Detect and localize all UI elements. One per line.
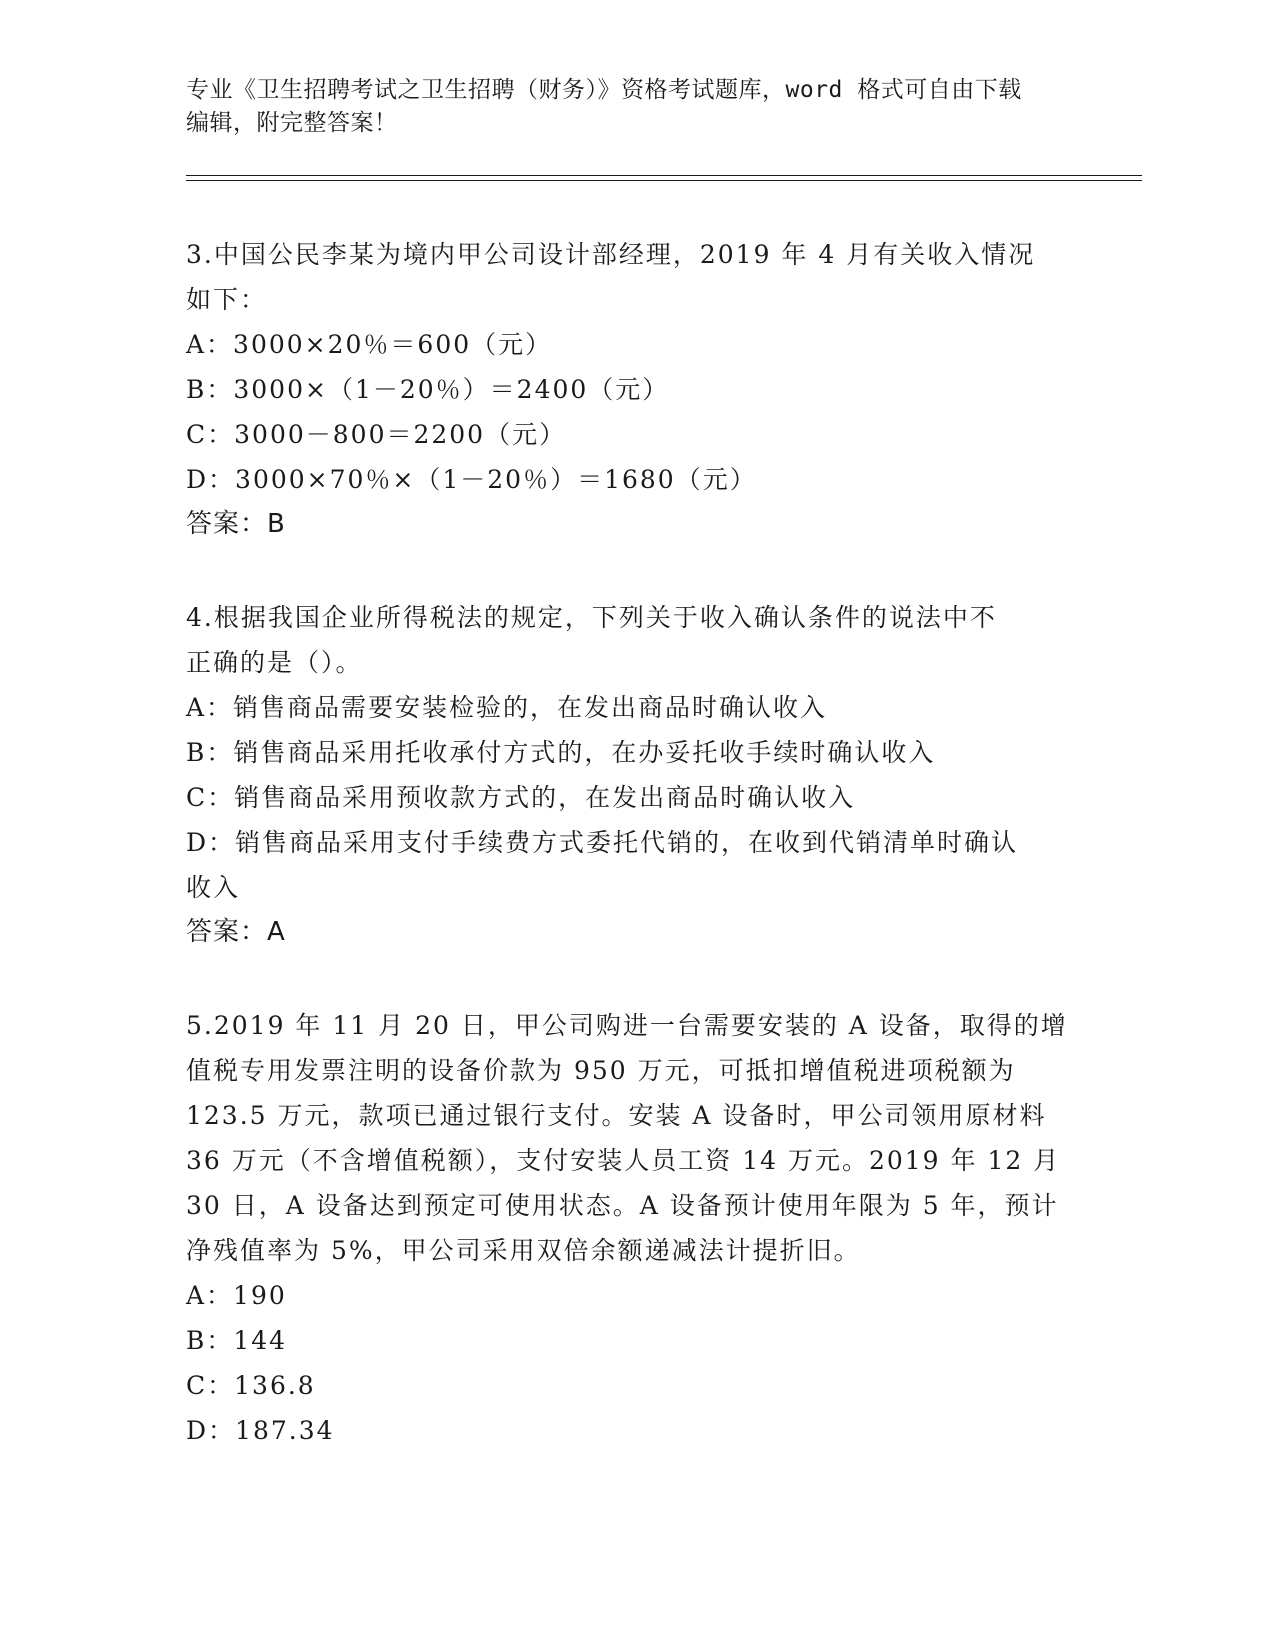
question-list — [186, 232, 1066, 1453]
question-block — [186, 232, 1066, 547]
question-stem-line: 30 日，A 设备达到预定可使用状态。A 设备预计使用年限为 5 年，预计 — [186, 1191, 1059, 1220]
question-stem-line: 4.根据我国企业所得税法的规定，下列关于收入确认条件的说法中不 — [186, 603, 997, 632]
question-stem-line: 如下： — [186, 285, 268, 314]
option-line: A：190 — [186, 1281, 287, 1310]
header-divider-top — [186, 175, 1142, 176]
option-line: C：136.8 — [186, 1371, 316, 1400]
question-stem-line: 3.中国公民李某为境内甲公司设计部经理，2019 年 4 月有关收入情况 — [186, 240, 1036, 269]
answer-line: 答案：A — [186, 917, 286, 947]
header-line-2: 编辑，附完整答案！ — [186, 110, 398, 136]
question-stem-line: 正确的是（）。 — [186, 648, 363, 677]
option-line: C：销售商品采用预收款方式的，在发出商品时确认收入 — [186, 783, 856, 812]
option-line: A：3000×20％＝600（元） — [186, 330, 553, 359]
document-header — [186, 74, 1066, 140]
option-line: 收入 — [186, 873, 241, 902]
question-stem-line: 5.2019 年 11 月 20 日，甲公司购进一台需要安装的 A 设备，取得的增 — [186, 1011, 1068, 1040]
header-divider-bottom — [186, 180, 1142, 181]
question-stem-line: 36 万元（不含增值税额），支付安装人员工资 14 万元。2019 年 12 月 — [186, 1146, 1061, 1175]
question-block — [186, 595, 1066, 955]
option-line: B：144 — [186, 1326, 288, 1355]
header-line-1: 专业《卫生招聘考试之卫生招聘（财务）》资格考试题库，word 格式可自由下载 — [186, 77, 1022, 103]
question-block — [186, 1003, 1066, 1453]
question-stem-line: 净残值率为 5%，甲公司采用双倍余额递减法计提折旧。 — [186, 1236, 861, 1265]
answer-line: 答案：B — [186, 509, 286, 539]
option-line: D：3000×70％×（1－20％）＝1680（元） — [186, 465, 757, 494]
option-line: D：187.34 — [186, 1416, 335, 1445]
option-line: B：销售商品采用托收承付方式的，在办妥托收手续时确认收入 — [186, 738, 936, 767]
question-stem-line: 123.5 万元，款项已通过银行支付。安装 A 设备时，甲公司领用原材料 — [186, 1101, 1047, 1130]
option-line: D：销售商品采用支付手续费方式委托代销的，在收到代销清单时确认 — [186, 828, 1019, 857]
question-stem-line: 值税专用发票注明的设备价款为 950 万元，可抵扣增值税进项税额为 — [186, 1056, 1016, 1085]
option-line: A：销售商品需要安装检验的，在发出商品时确认收入 — [186, 693, 828, 722]
option-line: C：3000－800＝2200（元） — [186, 420, 567, 449]
option-line: B：3000×（1－20％）＝2400（元） — [186, 375, 670, 404]
